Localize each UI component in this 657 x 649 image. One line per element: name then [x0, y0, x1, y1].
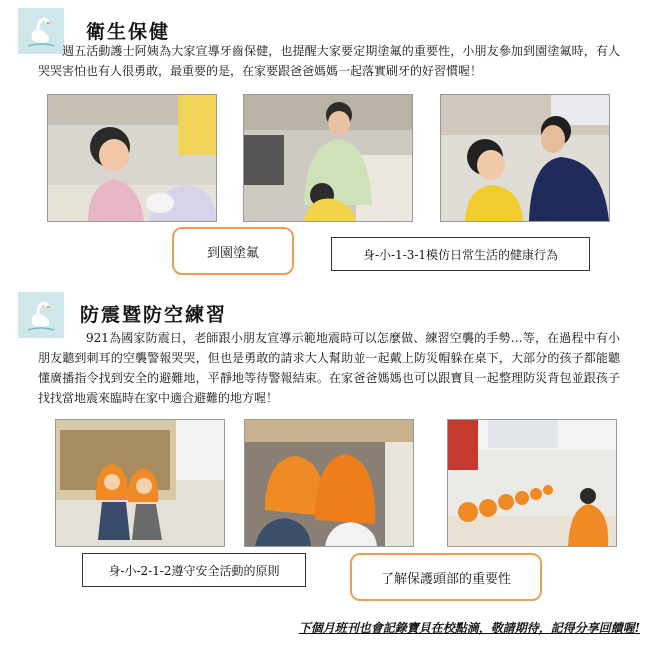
earthquake-paragraph: 921為國家防震日，老師跟小朋友宣導示範地震時可以怎麼做、練習空襲的手勢…等，在過程中有小朋友聽到刺耳的空襲警報哭哭，但也是勇敢的請求大人幫助並一起戴上防災帽躲在桌下，大部分的孩子都能聽懂廣播指令找到安全的避難地，平靜地等待警報結束。在家爸爸媽媽也可以跟寶貝一起整理防災背包並跟孩子找找當地震來臨時在家中適合避難的地方喔！: [38, 331, 620, 405]
caption-head-protection: 了解保護頭部的重要性: [350, 553, 542, 601]
caption-fluoride: 到園塗氟: [172, 227, 294, 275]
section-title-hygiene: 衛生保健: [86, 21, 171, 43]
photo-fluoride-girl: [47, 94, 217, 222]
photo-classroom-drill: [447, 419, 617, 547]
photo-boy-fluoride: [440, 94, 610, 222]
section-title-earthquake-drill: 防震暨防空練習: [80, 304, 228, 326]
photo-kids-covering-heads: [55, 419, 225, 547]
photo-kids-under-table: [244, 419, 414, 547]
caption-health-indicator: 身-小-1-3-1模仿日常生活的健康行為: [331, 237, 590, 271]
caption-safety-indicator: 身-小-2-1-2遵守安全活動的原則: [82, 553, 306, 587]
footer-note: 下個月班刊也會記錄寶貝在校點滴，敬請期待，記得分享回饋喔!: [298, 621, 640, 635]
photo-nurse-applying: [243, 94, 413, 222]
hygiene-paragraph: 週五活動護士阿姨為大家宣導牙齒保健，也提醒大家要定期塗氟的重要性，小朋友參加到園塗氟時，有人哭哭害怕也有人很勇敢，最重要的是，在家要跟爸爸媽媽一起落實刷牙的好習慣喔！: [38, 44, 620, 78]
